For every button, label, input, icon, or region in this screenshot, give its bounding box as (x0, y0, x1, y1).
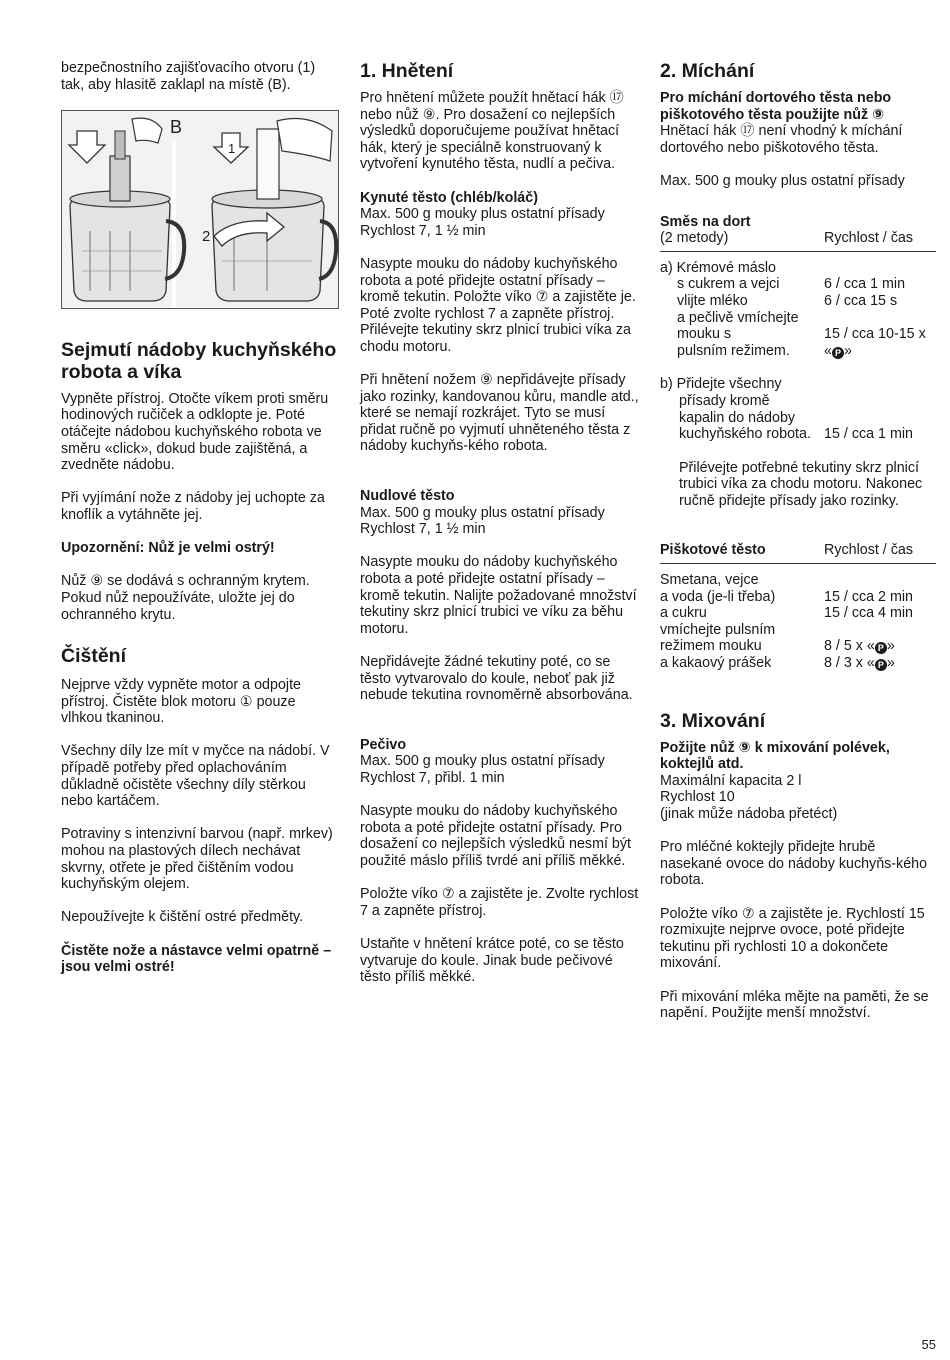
cake-a1: a) Krémové máslo (660, 259, 777, 276)
yeast-line-2: Rychlost 7, 1 ½ min (360, 222, 486, 239)
mix-bold: Pro míchání dortového těsta nebo piškotového těsta použijte nůž ⑨ (660, 90, 892, 123)
blend-paragraph-2: Položte víko ⑦ a zajistěte je. Rychlostí 15 rozmixujte nejprve ovoce, poté přidejte tekutinu při rychlosti 10 a dokončete mixování. (660, 905, 925, 972)
cake-a4: a pečlivě vmíchejte (677, 309, 799, 326)
cake-a2: s cukrem a vejci (677, 276, 780, 293)
mix-paragraph: Hnětací hák ⑰ není vhodný k míchání dortového nebo piškotového těsta. (660, 123, 903, 156)
pastry-paragraph-3: Ustaňte v hnětení krátce poté, co se těsto vytvaruje do koule. Jinak bude pečivové těsto příliš měkké. (360, 935, 624, 986)
subheading-noodle: Nudlové těsto (360, 488, 455, 505)
blend-paragraph-1: Pro mléčné koktejly přidejte hrubě nasekané ovoce do nádoby kuchyňs-kého robota. (660, 839, 928, 889)
cake-a2-value: 6 / cca 1 min (824, 276, 906, 293)
pulse-icon: P (875, 659, 887, 671)
cake-header-left-2: (2 metody) (660, 230, 824, 251)
label-2: 2 (202, 227, 211, 245)
remove-paragraph-2: Při vyjímání nože z nádoby jej uchopte za knoflík a vytáhněte jej. (61, 490, 325, 523)
pulse-icon: P (832, 347, 844, 359)
cake-b4-value: 15 / cca 1 min (824, 426, 913, 443)
sponge-r6-value: 8 / 3 x « P » (824, 655, 895, 672)
sponge-header-right: Rychlost / čas (824, 542, 936, 563)
sponge-header-left: Piškotové těsto (660, 542, 824, 563)
subheading-yeast: Kynuté těsto (chléb/koláč) (360, 189, 538, 206)
knife-knead-paragraph: Při hnětení nožem ⑨ nepřidávejte přísady jako rozinky, kandovanou kůru, mandle atd., které se nemají rozkrájet. Tyto se musí přidat ručně po vyjmutí uhněteného těsta z nádoby kuchyňs-kého robota. (360, 372, 639, 455)
clean-paragraph-2: Všechny díly lze mít v myčce na nádobí. V případě potřeby před oplachováním důkladně očistěte všechny díly stěrkou nebo kartáčem. (61, 743, 330, 810)
cake-a6-value: « P » (824, 342, 852, 359)
knead-paragraph: Pro hnětení můžete použít hnětací hák ⑰ nebo nůž ⑨. Pro dosažení co nejlepších výsledků doporučujeme používat hnětací hák, který je speciálně konstruovaný k vytvoření kynutého těsta, nudlí a pečiva. (360, 90, 624, 173)
yeast-line-1: Max. 500 g mouky plus ostatní přísady (360, 206, 605, 223)
cake-header-left: Směs na dort (660, 213, 751, 230)
sponge-r1: Smetana, vejce (660, 572, 759, 589)
pastry-line-2: Rychlost 7, přibl. 1 min (360, 769, 505, 786)
blend-line-3: (jinak může nádoba přetéct) (660, 806, 838, 822)
cake-a3-value: 6 / cca 15 s (824, 292, 898, 309)
sponge-r2: a voda (je-li třeba) (660, 588, 776, 605)
blend-line-1: Maximální kapacita 2 l (660, 772, 802, 789)
clean-paragraph-4: Nepoužívejte k čištění ostré předměty. (61, 909, 304, 926)
assembly-illustration (61, 110, 339, 309)
heading-remove: Sejmutí nádoby kuchyňského robota a víka (61, 338, 337, 383)
pastry-line-1: Max. 500 g mouky plus ostatní přísady (360, 753, 605, 770)
mix-max: Max. 500 g mouky plus ostatní přísady (660, 172, 905, 189)
clean-paragraph-5: Čistěte nože a nástavce velmi opatrně – jsou velmi ostré! (61, 942, 332, 976)
noodle-paragraph-2: Nepřidávejte žádné tekutiny poté, co se těsto vytvarovalo do koule, neboť pak již nebude tekutina rovnoměrně absorbována. (360, 654, 633, 704)
knife-paragraph: Nůž ⑨ se dodává s ochranným krytem. Pokud nůž nepoužíváte, uložte jej do ochranného krytu. (61, 573, 310, 623)
intro-text: bezpečnostního zajišťovacího otvoru (1) tak, aby hlasitě zaklapl na místě (B). (61, 60, 316, 93)
blend-paragraph-3: Při mixování mléka mějte na paměti, že se napění. Použijte menší množství. (660, 988, 929, 1022)
noodle-line-1: Max. 500 g mouky plus ostatní přísady (360, 504, 605, 521)
column-right (660, 60, 936, 1038)
sponge-r5-value: 8 / 5 x « P » (824, 638, 895, 655)
cake-note: Přilévejte potřebné tekutiny skrz plnicí trubici víka za chodu motoru. Nakonec ručně přidejte přísady jako rozinky. (679, 459, 923, 509)
sponge-r4: vmíchejte pulsním (660, 621, 776, 638)
cake-b4: kuchyňského robota. (679, 426, 811, 443)
remove-paragraph-1: Vypněte přístroj. Otočte víkem proti směru hodinových ručiček a odklopte je. Poté otáčejte nádobou kuchyňského robota ve směru «click», dokud bude zajištěná, a zvedněte nádobu. (61, 390, 329, 474)
label-1: 1 (228, 140, 236, 156)
cake-a6: pulsním režimem. (677, 342, 790, 359)
column-left (61, 60, 339, 992)
pulse-icon: P (875, 642, 887, 654)
page-number: 55 (921, 1337, 936, 1352)
cake-b2: přísady kromě (679, 392, 770, 409)
label-b: B (170, 116, 183, 137)
heading-clean: Čištění (61, 645, 127, 668)
pastry-paragraph-2: Položte víko ⑦ a zajistěte je. Zvolte rychlost 7 a zapněte přístroj. (360, 886, 639, 919)
cake-b3: kapalin do nádoby (679, 409, 796, 426)
heading-blend: 3. Mixování (660, 709, 766, 732)
column-middle (360, 60, 640, 1002)
blend-line-2: Rychlost 10 (660, 789, 735, 806)
noodle-paragraph-1: Nasypte mouku do nádoby kuchyňského robota a poté přidejte ostatní přísady – kromě tekutin. Nalijte požadované množství tekutiny skrz plnicí trubici ve víku za běhu motoru. (360, 554, 637, 637)
sponge-r2-value: 15 / cca 2 min (824, 588, 913, 605)
sponge-r5: režimem mouku (660, 638, 762, 655)
sponge-r3-value: 15 / cca 4 min (824, 605, 913, 622)
warning-text: Upozornění: Nůž je velmi ostrý! (61, 540, 275, 557)
cake-table (660, 214, 936, 443)
heading-mix: 2. Míchání (660, 60, 755, 82)
cake-header-right: Rychlost / čas (824, 230, 936, 251)
blend-bold: Požijte nůž ⑨ k mixování polévek, koktejlů atd. (660, 739, 890, 773)
pastry-paragraph-1: Nasypte mouku do nádoby kuchyňského robota a poté přidejte ostatní přísady. Pro dosažení co nejlepších výsledků nesmí být použité máslo příliš tvrdé ani příliš měkké. (360, 803, 631, 869)
clean-paragraph-3: Potraviny s intenzivní barvou (např. mrkev) mohou na plastových dílech nechávat skvrny, otřete je před čištěním vodou kuchyňským olejem. (61, 826, 333, 893)
sponge-table (660, 542, 936, 671)
clean-paragraph-1: Nejprve vždy vypněte motor a odpojte přístroj. Čistěte blok motoru ① pouze vlhkou tkaninou. (61, 677, 301, 727)
cake-a3: vlijte mléko (677, 292, 748, 309)
yeast-paragraph: Nasypte mouku do nádoby kuchyňského robota a poté přidejte ostatní přísady – kromě tekutin. Položte víko ⑦ a zajistěte je. Poté zvolte rychlost 7 a zapněte přístroj. Přilévejte tekutiny skrz plnicí trubici víka za chodu motoru. (360, 255, 636, 355)
cake-a5-value: 15 / cca 10-15 x (824, 326, 926, 343)
noodle-line-2: Rychlost 7, 1 ½ min (360, 521, 486, 538)
cake-a5: mouku s (677, 326, 732, 343)
subheading-pastry: Pečivo (360, 736, 407, 753)
cake-b1: b) Přidejte všechny (660, 376, 782, 393)
sponge-r3: a cukru (660, 605, 707, 622)
heading-knead: 1. Hnětení (360, 60, 454, 82)
sponge-r6: a kakaový prášek (660, 655, 772, 672)
